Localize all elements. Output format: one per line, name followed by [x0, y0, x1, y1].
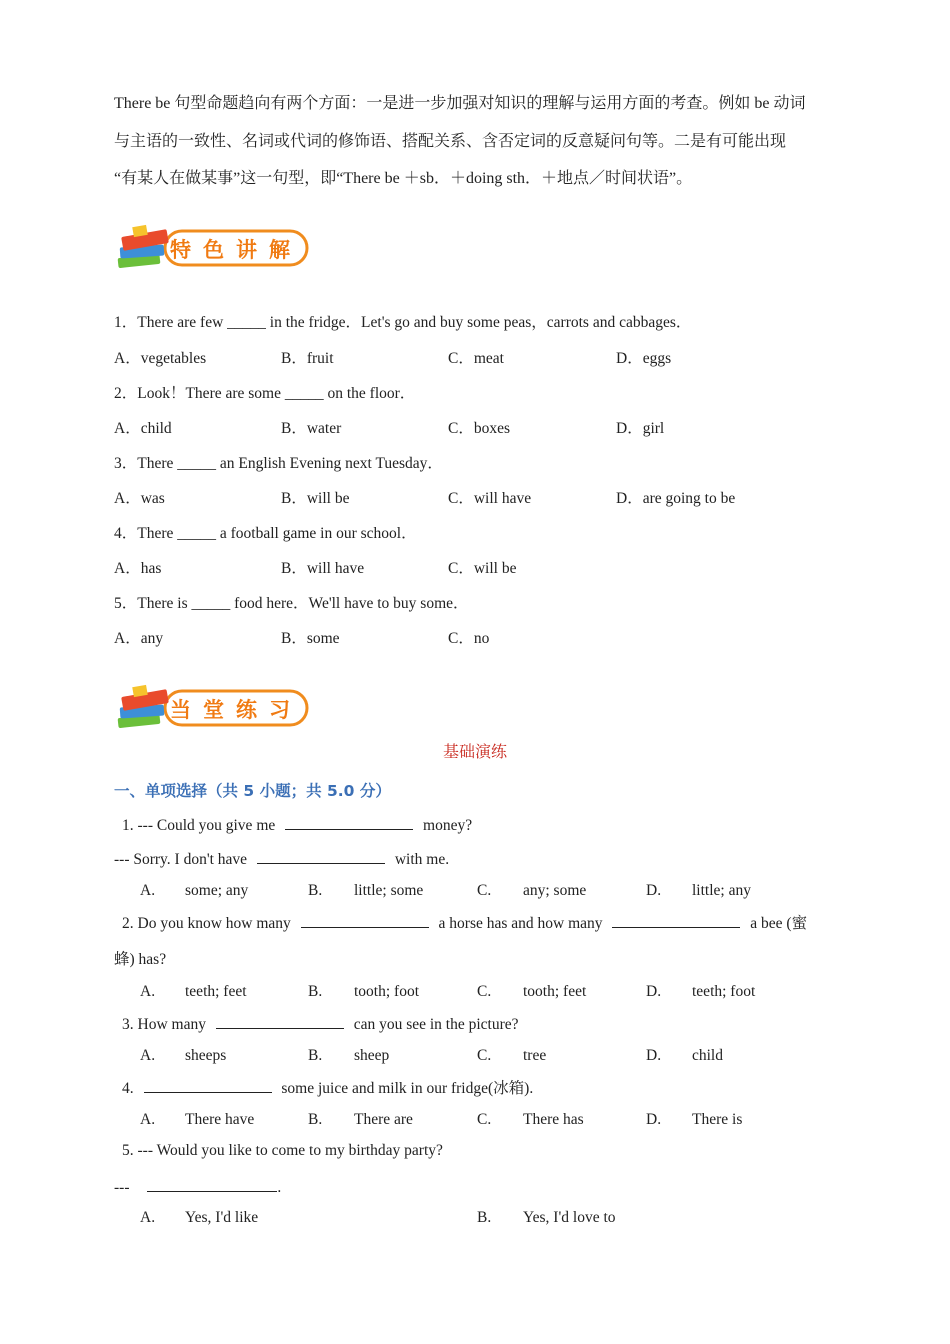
section-title: 一、单项选择（共 5 小题；共 5.0 分） — [114, 782, 391, 800]
q3-option-c[interactable]: tree — [523, 1047, 547, 1064]
option-2d[interactable]: D．girl — [616, 420, 665, 437]
q2-option-d[interactable]: teeth; foot — [692, 983, 756, 1000]
q3-option-a[interactable]: sheeps — [185, 1047, 227, 1064]
q5-option-a[interactable]: Yes, I'd like — [185, 1209, 259, 1226]
answer-blank[interactable] — [301, 913, 429, 928]
option-1a[interactable]: A．vegetables — [114, 350, 207, 367]
q3-stem: 3. How many — [122, 1016, 206, 1033]
q5-stem: 5. --- Would you like to come to my birthday party? — [122, 1142, 443, 1159]
q4-letter-b: B. — [308, 1111, 323, 1128]
option-1d[interactable]: D．eggs — [616, 350, 672, 367]
question-stem-1: 1．There are few _____ in the fridge．Let's go and buy some peas，carrots and cabbages． — [114, 314, 692, 331]
q2-line-1 — [122, 913, 807, 934]
answer-blank[interactable] — [144, 1078, 272, 1093]
q4-option-a[interactable]: There have — [185, 1111, 255, 1128]
option-3d[interactable]: D．are going to be — [616, 490, 736, 507]
q4-tail: some juice and milk in our fridge(冰箱). — [281, 1080, 534, 1097]
q1-line-2 — [114, 849, 449, 870]
q5-option-b[interactable]: Yes, I'd love to — [523, 1209, 616, 1226]
q4-option-c[interactable]: There has — [523, 1111, 584, 1128]
q1-option-b[interactable]: little; some — [354, 882, 424, 899]
q1-letter-c: C. — [477, 882, 492, 899]
option-4c[interactable]: C．will be — [448, 560, 517, 577]
q5-reply: --- — [114, 1179, 130, 1196]
q5-letter-b: B. — [477, 1209, 492, 1226]
q1-letter-d: D. — [646, 882, 662, 899]
q3-letter-c: C. — [477, 1047, 492, 1064]
intro-line-2: 与主语的一致性、名词或代词的修饰语、搭配关系、含否定词的反意疑问句等。二是有可能出现 — [114, 133, 787, 150]
q4-option-b[interactable]: There are — [354, 1111, 413, 1128]
q2-option-c[interactable]: tooth; feet — [523, 983, 587, 1000]
q2-letter-c: C. — [477, 983, 492, 1000]
q4-line-1 — [122, 1078, 533, 1099]
q3-letter-b: B. — [308, 1047, 323, 1064]
q1-line-1 — [122, 815, 472, 836]
q3-letter-d: D. — [646, 1047, 662, 1064]
option-4b[interactable]: B．will have — [281, 560, 365, 577]
intro-line-1: There be 句型命题趋向有两个方面：一是进一步加强对知识的理解与运用方面的考查。例如 be 动词 — [114, 95, 806, 112]
q5-period: . — [277, 1179, 282, 1196]
option-2a[interactable]: A．child — [114, 420, 172, 437]
q5-letter-a: A. — [140, 1209, 156, 1226]
q2-mid: a horse has and how many — [438, 915, 603, 932]
option-1c[interactable]: C．meat — [448, 350, 504, 367]
answer-blank[interactable] — [612, 913, 740, 928]
option-1b[interactable]: B．fruit — [281, 350, 334, 367]
option-4a[interactable]: A．has — [114, 560, 162, 577]
q4-letter-a: A. — [140, 1111, 156, 1128]
q4-option-d[interactable]: There is — [692, 1111, 743, 1128]
option-2c[interactable]: C．boxes — [448, 420, 511, 437]
q2-option-b[interactable]: tooth; foot — [354, 983, 420, 1000]
q4-letter-d: D. — [646, 1111, 662, 1128]
q1-reply-tail: with me. — [394, 851, 450, 868]
q1-reply: --- Sorry. I don't have — [114, 851, 248, 868]
answer-blank[interactable] — [147, 1177, 277, 1192]
option-5b[interactable]: B．some — [281, 630, 340, 647]
option-5c[interactable]: C．no — [448, 630, 490, 647]
q1-tail: money? — [423, 817, 473, 834]
option-3a[interactable]: A．was — [114, 490, 165, 507]
q3-line-1 — [122, 1014, 519, 1035]
option-3c[interactable]: C．will have — [448, 490, 532, 507]
q2-letter-b: B. — [308, 983, 323, 1000]
answer-blank[interactable] — [257, 849, 385, 864]
question-stem-2: 2．Look！There are some _____ on the floor． — [114, 385, 416, 402]
q1-letter-a: A. — [140, 882, 156, 899]
q4-num: 4. — [122, 1080, 134, 1097]
q3-option-d[interactable]: child — [692, 1047, 723, 1064]
q2-letter-a: A. — [140, 983, 156, 1000]
q3-letter-a: A. — [140, 1047, 156, 1064]
option-5a[interactable]: A．any — [114, 630, 164, 647]
q2-option-a[interactable]: teeth; feet — [185, 983, 247, 1000]
q2-tail: a bee (蜜 — [750, 915, 808, 932]
question-stem-5: 5．There is _____ food here．We'll have to buy some． — [114, 595, 469, 612]
option-3b[interactable]: B．will be — [281, 490, 350, 507]
q3-option-b[interactable]: sheep — [354, 1047, 390, 1064]
q3-tail: can you see in the picture? — [353, 1016, 519, 1033]
question-stem-3: 3．There _____ an English Evening next Tuesday． — [114, 455, 443, 472]
q1-stem: 1. --- Could you give me — [122, 817, 276, 834]
banner-title-1: 特色讲解 — [170, 238, 302, 262]
question-stem-4: 4．There _____ a football game in our school． — [114, 525, 417, 542]
option-2b[interactable]: B．water — [281, 420, 342, 437]
banner-title-2: 当堂练习 — [170, 698, 302, 722]
answer-blank[interactable] — [285, 815, 413, 830]
q1-letter-b: B. — [308, 882, 323, 899]
q1-option-a[interactable]: some; any — [185, 882, 249, 899]
basic-practice-title: 基础演练 — [443, 742, 508, 761]
intro-line-3: “有某人在做某事”这一句型，即“There be ＋sb．＋doing sth．＋地点／时间状语”。 — [114, 170, 693, 187]
q4-letter-c: C. — [477, 1111, 492, 1128]
q1-option-d[interactable]: little; any — [692, 882, 751, 899]
q5-line-2 — [114, 1177, 281, 1198]
answer-blank[interactable] — [216, 1014, 344, 1029]
q2-letter-d: D. — [646, 983, 662, 1000]
q2-stem: 2. Do you know how many — [122, 915, 291, 932]
q1-option-c[interactable]: any; some — [523, 882, 587, 899]
q2-line-2: 蜂) has? — [114, 951, 167, 968]
